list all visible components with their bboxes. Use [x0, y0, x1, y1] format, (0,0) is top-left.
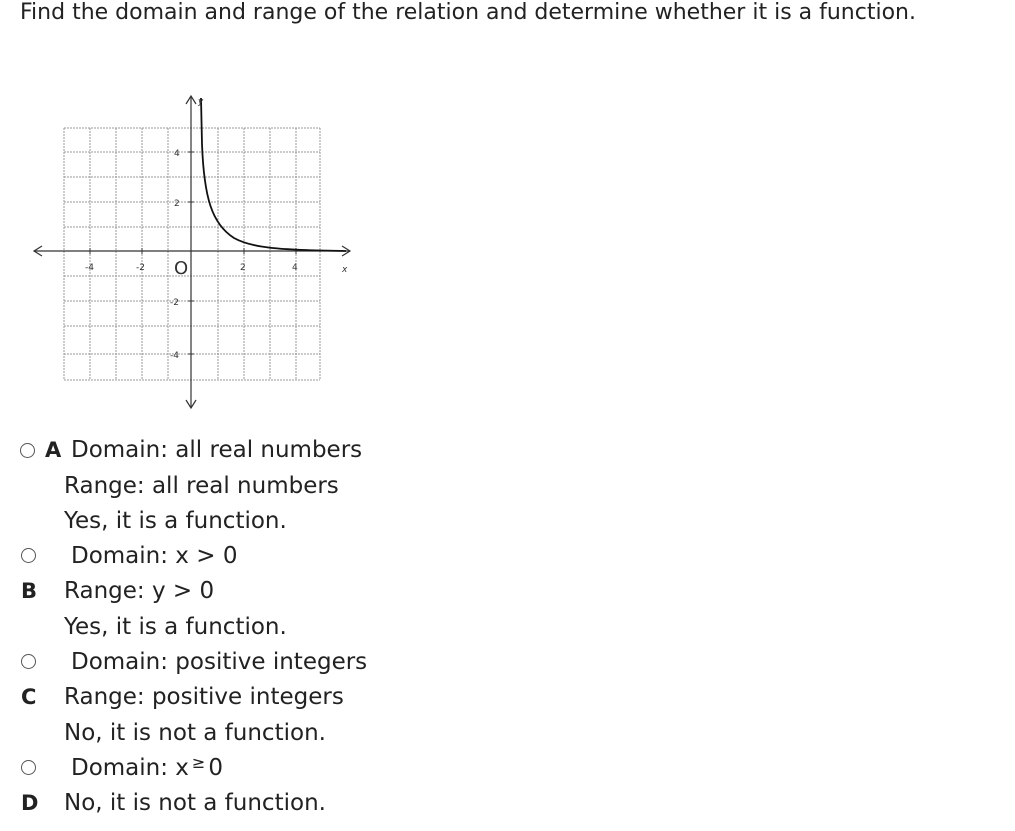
y-tick-label-4: 4 — [174, 149, 180, 159]
choice-c-domain: Domain: positive integers — [71, 649, 368, 675]
choice-b-domain: Domain: x > 0 — [71, 543, 238, 569]
radio-b[interactable] — [21, 548, 36, 563]
choice-letter-c: C — [21, 685, 37, 709]
choice-d-domain-value: 0 — [208, 755, 223, 781]
choice-a-range: Range: all real numbers — [64, 473, 339, 499]
choice-a-domain: Domain: all real numbers — [71, 437, 363, 463]
y-tick-label-neg4: -4 — [170, 351, 179, 361]
choice-d-domain — [71, 754, 223, 784]
choice-d-domain-op: ≥ — [191, 753, 206, 772]
x-tick-label-4: 4 — [292, 263, 298, 273]
choice-letter-b: B — [21, 579, 38, 603]
choice-b-range: Range: y > 0 — [64, 578, 215, 604]
radio-d[interactable] — [21, 760, 36, 775]
y-tick-label-neg2: -2 — [170, 298, 179, 308]
choice-a-function: Yes, it is a function. — [64, 508, 287, 534]
choice-b-function: Yes, it is a function. — [64, 614, 287, 640]
choice-d-domain-prefix: Domain: x — [71, 755, 189, 781]
choice-d-function: No, it is not a function. — [64, 790, 326, 816]
tick-marks — [90, 152, 296, 354]
x-tick-label-2: 2 — [240, 263, 246, 273]
relation-graph — [28, 86, 358, 416]
y-tick-label-2: 2 — [174, 199, 180, 209]
y-axis-label: y — [198, 97, 204, 107]
x-tick-label-neg4: -4 — [85, 263, 94, 273]
choice-c-range: Range: positive integers — [64, 684, 344, 710]
grid — [64, 128, 320, 380]
x-tick-label-neg2: -2 — [136, 263, 145, 273]
axes — [34, 96, 350, 408]
origin-label: O — [174, 258, 189, 279]
choice-letter-d: D — [21, 791, 39, 815]
radio-a[interactable] — [20, 443, 35, 458]
choice-c-function: No, it is not a function. — [64, 720, 326, 746]
relation-curve — [201, 98, 346, 251]
question-text: Find the domain and range of the relation and determine whether it is a function. — [20, 0, 916, 25]
choice-letter-a: A — [45, 438, 62, 462]
x-axis-label: x — [342, 265, 348, 275]
radio-c[interactable] — [21, 654, 36, 669]
